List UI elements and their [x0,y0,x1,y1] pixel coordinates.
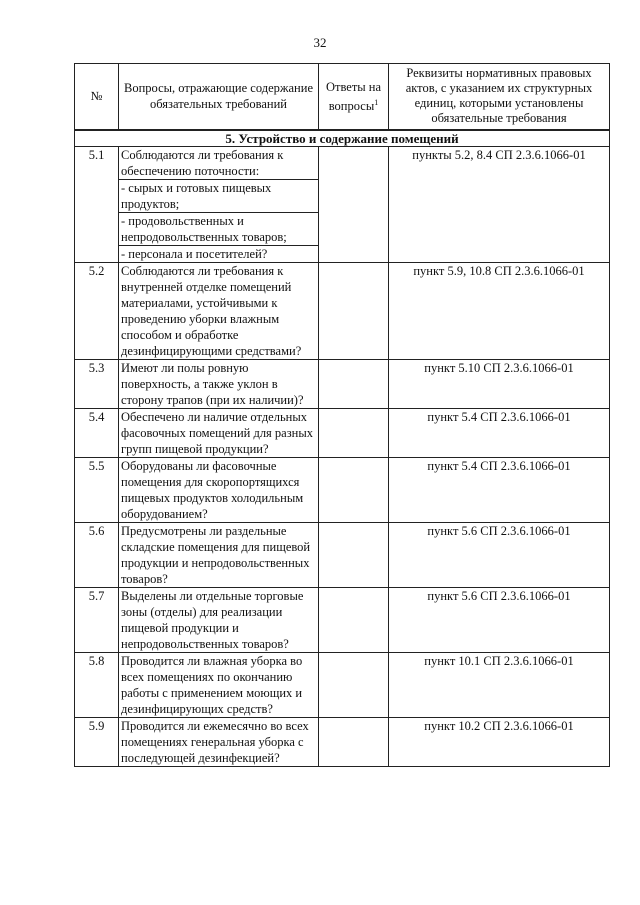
table-row [75,717,610,766]
header-questions: Вопросы, отражающие содержание обязательных требований [119,64,319,130]
requirements-table [74,63,610,767]
table-row [75,652,610,717]
row-reference: пункт 5.6 СП 2.3.6.1066-01 [389,522,610,587]
page-number: 32 [313,35,327,50]
answer-cell[interactable] [319,408,389,457]
row-number: 5.7 [75,587,119,652]
answer-cell[interactable] [319,587,389,652]
row-question: Проводится ли ежемесячно во всех помещениях генеральная уборка с последующей дезинфекцией? [119,717,319,766]
header-answers-footnote: 1 [374,97,379,107]
section-title: 5. Устройство и содержание помещений [75,130,610,147]
row-number: 5.4 [75,408,119,457]
answer-cell[interactable] [319,359,389,408]
answer-cell[interactable] [319,717,389,766]
row-question: Имеют ли полы ровную поверхность, а также уклон в сторону трапов (при их наличии)? [119,359,319,408]
row-number: 5.6 [75,522,119,587]
row-question: Оборудованы ли фасовочные помещения для скоропортящихся пищевых продуктов холодильным оборудованием? [119,457,319,522]
table-header-row [75,64,610,130]
row-reference: пункты 5.2, 8.4 СП 2.3.6.1066-01 [389,146,610,262]
answer-cell[interactable] [319,522,389,587]
table-row [75,587,610,652]
table-row [75,408,610,457]
answer-cell[interactable] [319,146,389,262]
table-row [75,359,610,408]
row-reference: пункт 5.9, 10.8 СП 2.3.6.1066-01 [389,262,610,359]
row-question: Соблюдаются ли требования к обеспечению поточности: [119,146,319,179]
row-reference: пункт 10.1 СП 2.3.6.1066-01 [389,652,610,717]
header-num: № [75,64,119,130]
row-reference: пункт 5.6 СП 2.3.6.1066-01 [389,587,610,652]
row-subquestion: - продовольственных и непродовольственных товаров; [119,212,319,245]
answer-cell[interactable] [319,457,389,522]
row-question: Проводится ли влажная уборка во всех помещениях по окончанию работы с применением моющих и дезинфицирующих средств? [119,652,319,717]
table-row [75,457,610,522]
row-number: 5.9 [75,717,119,766]
header-requisites: Реквизиты нормативных правовых актов, с указанием их структурных единиц, которыми установлены обязательные требования [389,64,610,130]
row-subquestion: - персонала и посетителей? [119,245,319,262]
answer-cell[interactable] [319,652,389,717]
row-reference: пункт 10.2 СП 2.3.6.1066-01 [389,717,610,766]
row-question: Обеспечено ли наличие отдельных фасовочных помещений для разных групп пищевой продукции? [119,408,319,457]
row-reference: пункт 5.4 СП 2.3.6.1066-01 [389,457,610,522]
row-question: Соблюдаются ли требования к внутренней отделке помещений материалами, устойчивыми к проведению уборки влажным способом и обработке дезинфицирующими средствами? [119,262,319,359]
row-question: Выделены ли отдельные торговые зоны (отделы) для реализации пищевой продукции и непродовольственных товаров? [119,587,319,652]
table-row [75,146,610,179]
table-row [75,262,610,359]
row-subquestion: - сырых и готовых пищевых продуктов; [119,179,319,212]
row-number: 5.1 [75,146,119,262]
row-number: 5.8 [75,652,119,717]
row-number: 5.2 [75,262,119,359]
row-number: 5.3 [75,359,119,408]
header-answers [319,64,389,130]
row-reference: пункт 5.10 СП 2.3.6.1066-01 [389,359,610,408]
answer-cell[interactable] [319,262,389,359]
row-number: 5.5 [75,457,119,522]
row-reference: пункт 5.4 СП 2.3.6.1066-01 [389,408,610,457]
table-row [75,522,610,587]
row-question: Предусмотрены ли раздельные складские помещения для пищевой продукции и непродовольственных товаров? [119,522,319,587]
section-row [75,130,610,147]
header-answers-label: Ответы на вопросы [325,79,382,113]
